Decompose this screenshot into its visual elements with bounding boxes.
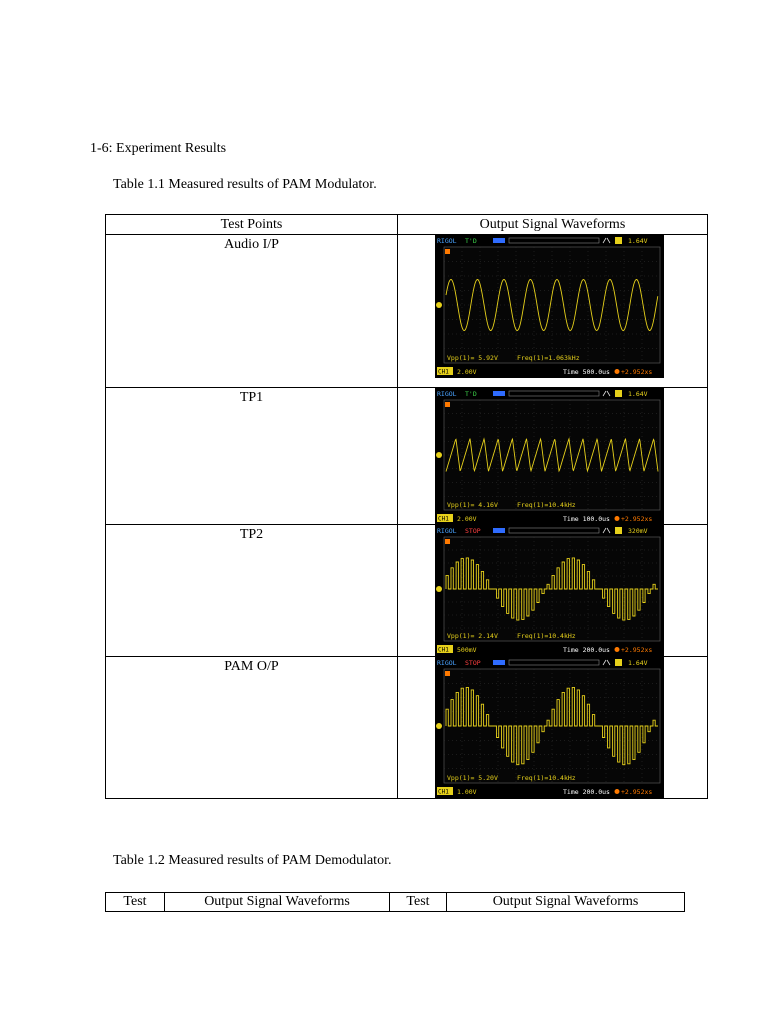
- scope-display: [435, 525, 664, 656]
- memory-bar-icon: [493, 391, 505, 396]
- channel-ground-marker: [436, 586, 442, 592]
- horizontal-offset: +2.952xs: [620, 788, 653, 796]
- scope-mode: STOP: [464, 659, 481, 667]
- volts-per-div: 2.00V: [456, 515, 477, 523]
- horizontal-offset-icon: [614, 369, 619, 374]
- oscilloscope-screenshot: [435, 388, 664, 525]
- channel-ground-marker: [436, 452, 442, 458]
- table-row: [106, 657, 708, 799]
- header-test-2: Test: [390, 893, 447, 912]
- horizontal-offset: +2.952xs: [620, 368, 653, 376]
- horizontal-offset: +2.952xs: [620, 515, 653, 523]
- volts-per-div: 1.00V: [456, 788, 477, 796]
- row-label-cell: [106, 657, 398, 799]
- table-row: [106, 235, 708, 388]
- volts-per-div: 500mV: [456, 646, 477, 654]
- trigger-level: 1.64V: [627, 390, 648, 398]
- channel-label: CH1: [437, 646, 449, 654]
- header-output-waveforms: Output Signal Waveforms: [397, 215, 707, 235]
- scope-mode: STOP: [464, 527, 481, 535]
- table-row: [106, 388, 708, 525]
- memory-bar-icon: [493, 238, 505, 243]
- vpp-measurement: Vpp(1)= 2.14V: [446, 632, 498, 640]
- trigger-marker-icon: [445, 402, 450, 407]
- channel-label: CH1: [437, 788, 449, 796]
- header-output-waveforms-1: Output Signal Waveforms: [165, 893, 390, 912]
- waveform-cell: [397, 388, 707, 525]
- horizontal-offset-icon: [614, 789, 619, 794]
- waveform-cell: [397, 657, 707, 799]
- oscilloscope-screenshot: [435, 657, 664, 798]
- oscilloscope-screenshot: [435, 525, 664, 656]
- freq-measurement: Freq(1)=10.4kHz: [516, 632, 576, 640]
- vpp-measurement: Vpp(1)= 4.16V: [446, 501, 498, 509]
- channel-marker-icon: [615, 659, 622, 666]
- row-label: TP1: [239, 390, 264, 405]
- memory-bar-icon: [493, 660, 505, 665]
- trigger-level: 1.64V: [627, 659, 648, 667]
- row-label: PAM O/P: [224, 659, 279, 674]
- row-label-cell: [106, 525, 398, 657]
- scope-mode: T'D: [464, 237, 477, 245]
- trigger-marker-icon: [445, 249, 450, 254]
- channel-marker-icon: [615, 390, 622, 397]
- pam-demodulator-table: [105, 892, 685, 912]
- scope-mode: T'D: [464, 390, 477, 398]
- channel-label: CH1: [437, 368, 449, 376]
- row-label: Audio I/P: [224, 237, 279, 252]
- header-test-1: Test: [106, 893, 165, 912]
- row-label-cell: [106, 388, 398, 525]
- table-row: [106, 525, 708, 657]
- scope-display: [435, 657, 664, 798]
- memory-bar-icon: [493, 528, 505, 533]
- trigger-level: 320mV: [627, 527, 648, 535]
- freq-measurement: Freq(1)=1.063kHz: [516, 354, 580, 362]
- table-1-caption: Table 1.1 Measured results of PAM Modulator.: [113, 177, 377, 192]
- trigger-marker-icon: [445, 539, 450, 544]
- freq-measurement: Freq(1)=10.4kHz: [516, 774, 576, 782]
- channel-marker-icon: [615, 237, 622, 244]
- channel-ground-marker: [436, 723, 442, 729]
- scope-brand: RIGOL: [436, 527, 457, 535]
- time-base: Time 200.0us: [562, 646, 610, 654]
- horizontal-offset-icon: [614, 516, 619, 521]
- channel-ground-marker: [436, 302, 442, 308]
- table-2-caption: Table 1.2 Measured results of PAM Demodulator.: [113, 853, 392, 868]
- section-title: 1-6: Experiment Results: [90, 141, 227, 156]
- horizontal-offset-icon: [614, 647, 619, 652]
- waveform-cell: [397, 525, 707, 657]
- vpp-measurement: Vpp(1)= 5.92V: [446, 354, 498, 362]
- channel-marker-icon: [615, 527, 622, 534]
- volts-per-div: 2.00V: [456, 368, 477, 376]
- time-base: Time 500.0us: [562, 368, 610, 376]
- oscilloscope-screenshot: [435, 235, 664, 378]
- scope-brand: RIGOL: [436, 390, 457, 398]
- scope-display: [435, 235, 664, 378]
- waveform-cell: [397, 235, 707, 388]
- scope-brand: RIGOL: [436, 659, 457, 667]
- time-base: Time 200.0us: [562, 788, 610, 796]
- row-label: TP2: [239, 527, 264, 542]
- scope-brand: RIGOL: [436, 237, 457, 245]
- trigger-level: 1.64V: [627, 237, 648, 245]
- scope-display: [435, 388, 664, 525]
- trigger-marker-icon: [445, 671, 450, 676]
- channel-label: CH1: [437, 515, 449, 523]
- row-label-cell: [106, 235, 398, 388]
- vpp-measurement: Vpp(1)= 5.20V: [446, 774, 498, 782]
- horizontal-offset: +2.952xs: [620, 646, 653, 654]
- header-test-points: Test Points: [106, 215, 398, 235]
- freq-measurement: Freq(1)=10.4kHz: [516, 501, 576, 509]
- pam-modulator-table: [105, 214, 708, 799]
- header-output-waveforms-2: Output Signal Waveforms: [447, 893, 685, 912]
- time-base: Time 100.0us: [562, 515, 610, 523]
